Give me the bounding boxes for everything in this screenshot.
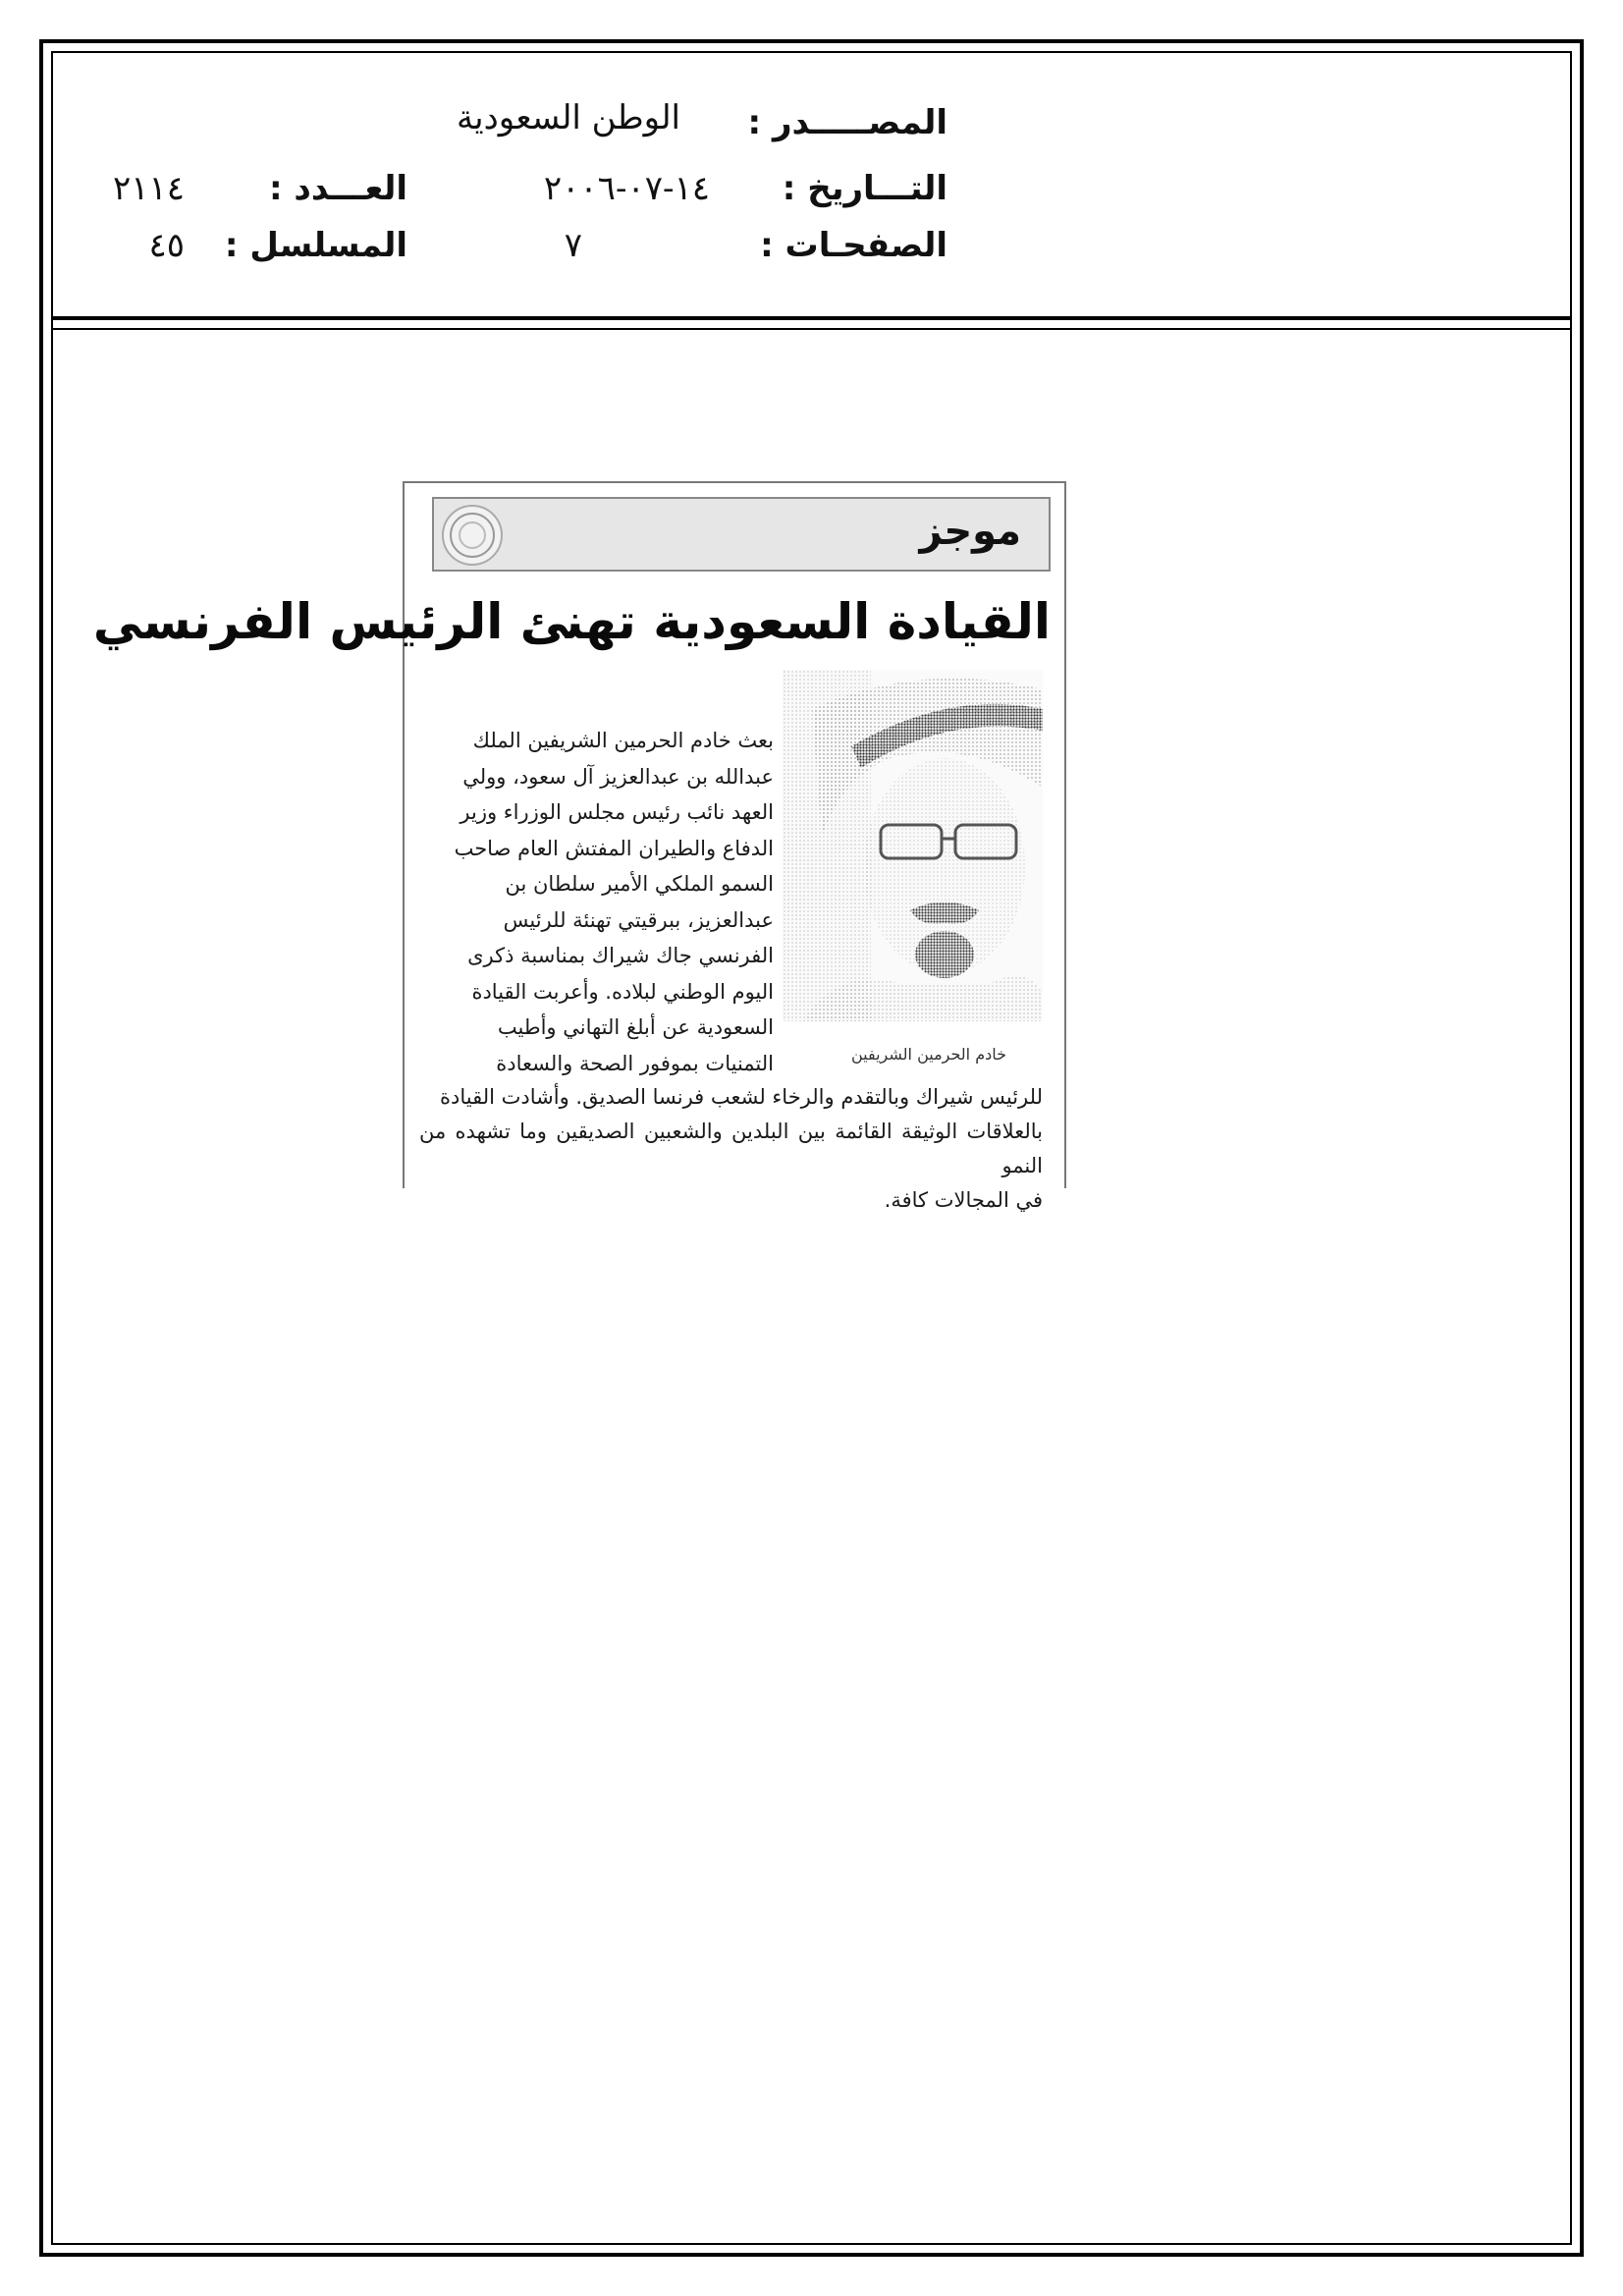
body-line: الدفاع والطيران المفتش العام صاحب	[454, 836, 774, 860]
body-line: التمنيات بموفور الصحة والسعادة	[496, 1051, 774, 1075]
photo-caption: خادم الحرمين الشريفين	[851, 1045, 1006, 1064]
source-value: الوطن السعودية	[456, 98, 680, 137]
serial-value: ٤٥	[148, 226, 185, 265]
date-value: ١٤-٠٧-٢٠٠٦	[543, 169, 710, 208]
date-label: التـــاريخ :	[782, 169, 947, 208]
header-divider-thin	[51, 328, 1572, 330]
body-line: بالعلاقات الوثيقة القائمة بين البلدين والشعبين الصديقين وما تشهده من النمو	[419, 1120, 1043, 1177]
section-banner	[432, 497, 1051, 572]
body-line: السمو الملكي الأمير سلطان بن	[505, 872, 774, 896]
header-divider	[51, 316, 1572, 320]
body-line: العهد نائب رئيس مجلس الوزراء وزير	[460, 800, 774, 824]
portrait-photo	[783, 670, 1043, 1021]
issue-value: ٢١١٤	[112, 169, 185, 208]
body-line: الفرنسي جاك شيراك بمناسبة ذكرى	[467, 944, 774, 967]
section-label: موجز	[919, 509, 1021, 554]
article-body-full	[419, 1080, 1043, 1218]
body-line: عبدالله بن عبدالعزيز آل سعود، وولي	[462, 764, 774, 789]
body-line: للرئيس شيراك وبالتقدم والرخاء لشعب فرنسا الصديق. وأشادت القيادة	[440, 1085, 1043, 1109]
pages-label: الصفحـات :	[760, 226, 947, 265]
body-line: في المجالات كافة.	[884, 1188, 1043, 1212]
body-line: السعودية عن أبلغ التهاني وأطيب	[497, 1015, 774, 1039]
newspaper-seal-icon	[442, 505, 503, 566]
news-clipping	[92, 481, 1066, 1212]
issue-label: العـــدد :	[269, 169, 407, 208]
source-label: المصـــــدر :	[747, 103, 947, 142]
body-line: اليوم الوطني لبلاده. وأعربت القيادة	[471, 979, 774, 1004]
body-line: عبدالعزيز، ببرقيتي تهنئة للرئيس	[503, 907, 774, 932]
article-body-column	[420, 723, 774, 1081]
headline: القيادة السعودية تهنئ الرئيس الفرنسي	[92, 593, 1051, 650]
body-line: بعث خادم الحرمين الشريفين الملك	[472, 729, 774, 752]
serial-label: المسلسل :	[224, 226, 407, 265]
pages-value: ٧	[564, 226, 582, 265]
